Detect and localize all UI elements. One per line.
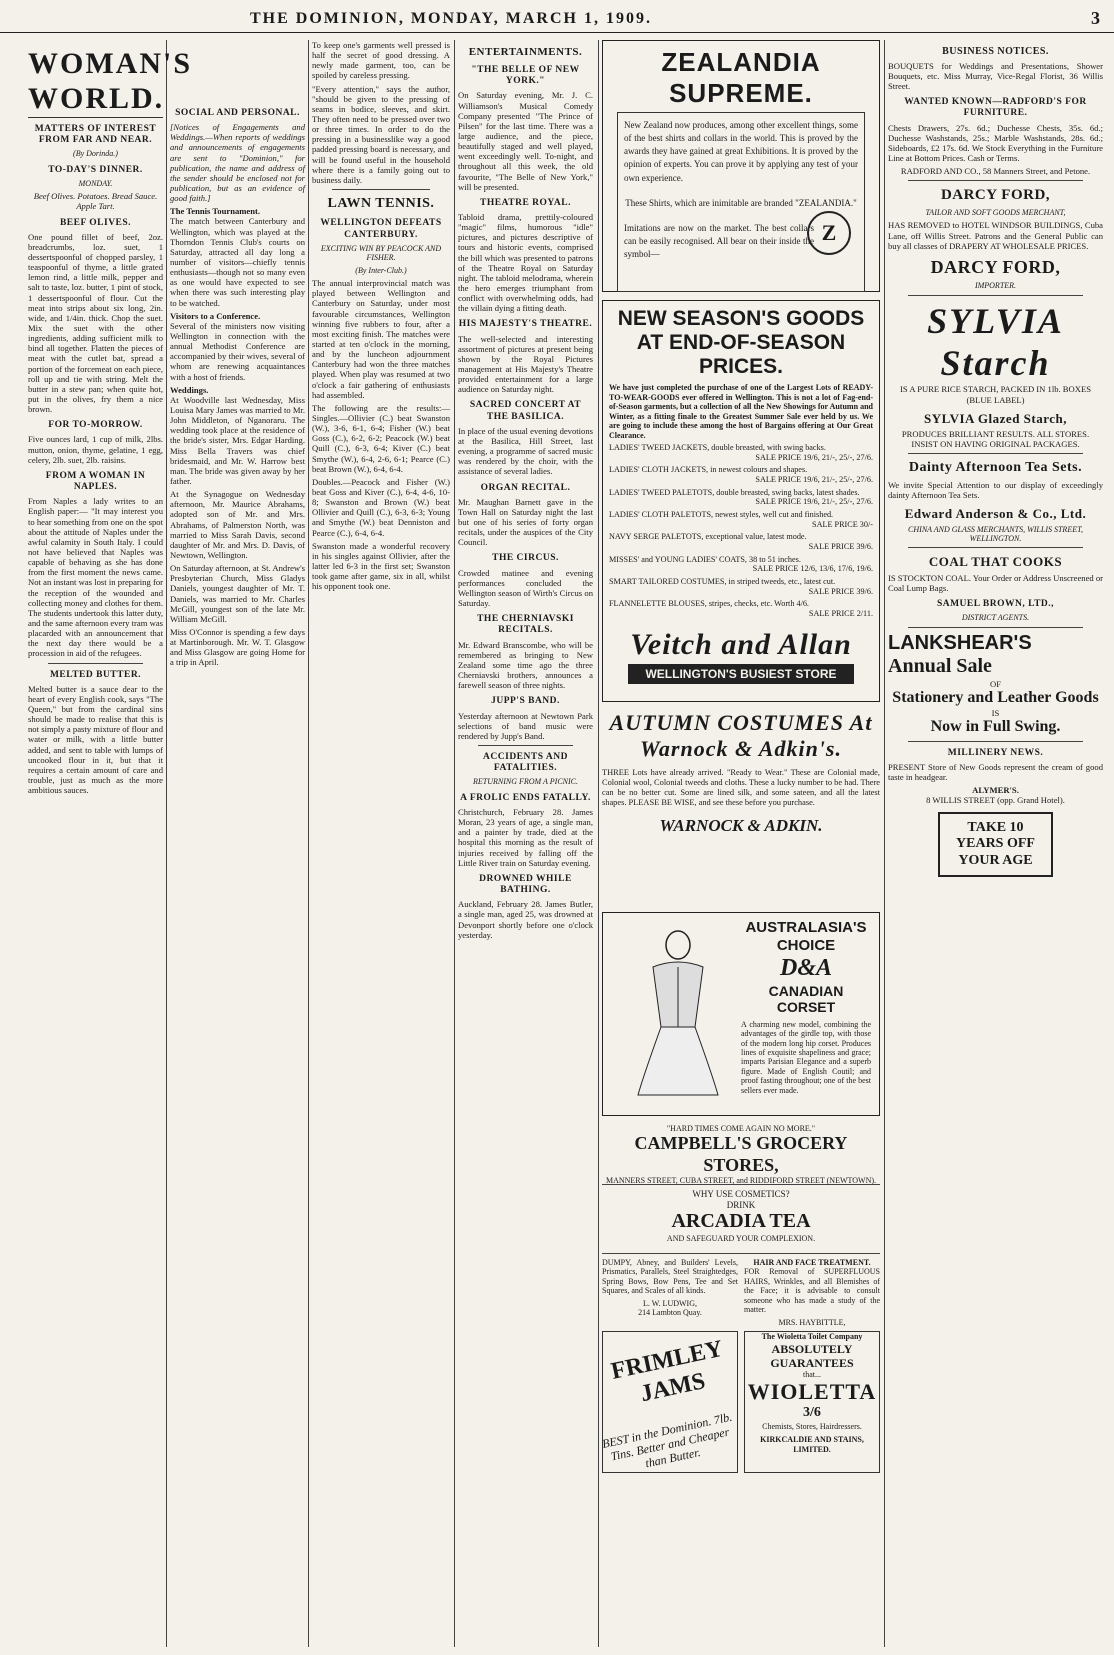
ad-text: These Shirts, which are inimitable are branded "ZEALANDIA." [625, 197, 857, 208]
ad-warnock [602, 710, 880, 906]
article-text: From Naples a lady writes to an English paper:— "It may interest you to hear something from one on the spot about the attitude of Naples under the awful calamity in South Italy. I could not have believed that Naples was capable of behaving as she has done from the first moment the news came. Not an instant was lost in preparing for the reception of the wounded and collecting money and clothes for them. The students undertook this latter duty, and the same afternoon every tram was placarded with an announcement that the next day there would be a procession in aid of the refugees. [28, 496, 163, 659]
price-list-item [609, 577, 873, 596]
heading: SOCIAL AND PERSONAL. [175, 108, 300, 118]
ad-title: NEW SEASON'S GOODS AT END-OF-SEASON PRICES. [617, 307, 865, 379]
price-list [609, 443, 873, 619]
heading: ORGAN RECITAL. [480, 482, 571, 493]
ad-name: L. W. LUDWIG, [643, 1298, 697, 1308]
item-name: LADIES' CLOTH JACKETS, in newest colours and shapes. [609, 465, 808, 475]
divider [908, 180, 1083, 181]
womans-world-banner: WOMAN'S WORLD. [28, 46, 163, 118]
ad-heading: HAIR AND FACE TREATMENT. [753, 1258, 871, 1267]
sylvia-starch-logo: SYLVIA Starch [927, 300, 1064, 384]
ad-text: New Zealand now produces, among other excellent things, some of the best shirts and collars in the world. This is proved by the awards they have gained at great Exhibitions. It is proved by the opinion of experts. You can prove it by applying any test of your own experience. [624, 120, 858, 183]
heading: THEATRE ROYAL. [480, 197, 571, 208]
article-text: At Woodville last Wednesday, Miss Louisa Mary James was married to Mr. John Middleton, of Nganoraru. The wedding took place at the residence of the bride's sister, Mrs. Edgar Harding. Miss Bella Travers was chief bridesmaid, and Mr. W. Harrow best man. The bride was given away by her father. [170, 394, 305, 486]
article-text: Mr. Edward Branscombe, who will be remembered as bringing to New Zealand some time ago the three Cherniavski brothers, announces a farewell season of three nights. [458, 639, 593, 691]
ad-arcadia [602, 1184, 880, 1254]
article-text: The match between Canterbury and Wellington, which was played at the Thorndon Tennis Club's courts on Saturday, attracted all day long a number of visitors—chiefly tennis enthusiasts—though not so many even as one would have expected to see when there was such interesting play to be watched. [170, 216, 305, 308]
ad-name: MRS. HAYBITTLE, [778, 1317, 846, 1327]
corset-illustration-icon [623, 927, 733, 1097]
subheading: Visitors to a Conference. [170, 310, 261, 321]
heading: SAMUEL BROWN, LTD., [936, 598, 1055, 609]
item-price: SALE PRICE 39/6. [808, 586, 873, 596]
divider [332, 189, 430, 190]
article-text: To keep one's garments well pressed is half the secret of good dressing. A newly made garment, too, can be spoiled by careless pressing. [312, 40, 450, 81]
lankshear-name: LANKSHEAR'S [888, 631, 1032, 654]
page-number: 3 [1091, 8, 1100, 28]
item-name: LADIES' CLOTH PALETOTS, newest styles, well cut and finished. [609, 510, 834, 520]
article-text: Crowded matinee and evening performances concluded the Wellington season of Wirth's Circus on Saturday. [458, 567, 593, 609]
ad-text: Chemists, Stores, Hairdressers. [762, 1421, 862, 1431]
heading: Now in Full Swing. [930, 717, 1061, 735]
ad-text: A charming new model, combining the advantages of the girdle top, with those of the modern long hip corset. Produces lines of exquisite shapeliness and grace; imparts Parisian Elegance and a superb figure. Made of English Coutil; and proof fasting throughout; one of the best sellers ever made. [741, 1019, 871, 1095]
notice-text: We invite Special Attention to our display of exceedingly dainty Afternoon Tea Sets. [888, 479, 1103, 501]
article-text: On Saturday afternoon, at St. Andrew's Presbyterian Church, Miss Gladys Daniels, youngest daughter of Mr. T. Daniels, was married to Mr. Charles McGill, youngest son of the late Mr. William McGill. [170, 563, 305, 624]
heading: Edward Anderson & Co., Ltd. [904, 506, 1087, 522]
article-text: Melted butter is a sauce dear to the heart of every English cook, says "The Queen," but from the cardinal sins should be made to realise that this is not simply a pasty mixture of flour and water or milk, with a little butter added, and sent to table with lumps of uncooked flour in it, but that it requires a certain amount of care and trouble, just as much as the more ambitious sauces. [28, 683, 163, 796]
subheading: CHINA AND GLASS MERCHANTS, WILLIS STREET, WELLINGTON. [908, 524, 1083, 543]
price-list-item [609, 599, 873, 618]
logo-subtitle: WELLINGTON'S BUSIEST STORE [628, 664, 854, 684]
column-rule [598, 40, 599, 1647]
ad-lead: DRINK [726, 1199, 756, 1210]
notice-text: [Notices of Engagements and Weddings.—When reports of weddings and announcements of engagements are sent to "Dominion," for publication, the name and address of the sender should be enclosed not for publication, but as an evidence of good faith.] [170, 122, 305, 204]
article-text: Swanston made a wonderful recovery in his singles against Ollivier, after the latter led 6-3 in the first set; Swanston took game after game, six in all, whilst his opponent took one. [312, 540, 450, 592]
column-rule [884, 40, 885, 1647]
zealandia-symbol-icon: Z [807, 211, 851, 255]
ad-text: We have just completed the purchase of one of the Largest Lots of READY-TO-WEAR-GOODS ever offered in Wellington. This is not a lot of Fag-end-of-Season garments, but a collection of all the New Showings for Autumn and Winter, as a fitting finale to the Greatest Summer Sale ever held by us. We are going to include these among the host of Bargains offering at Our Great Clearance. [609, 383, 873, 440]
ad-campbell [602, 1124, 880, 1184]
price-list-item [609, 488, 873, 507]
heading: THE CHERNIAVSKI RECITALS. [477, 614, 574, 636]
item-name: LADIES' TWEED JACKETS, double breasted, with swing backs. [609, 443, 826, 453]
article-text: One pound fillet of beef, 2oz. breadcrumbs, loz. suet, 1 dessertspoonful of chopped parsley, 1 teaspoonful of thyme, a little grated lemon rind, a little milk, pepper and salt to taste, loz. butter, 1 pint of stock, 1 dessertspoonful of flour. Cut the meat into strips about six long, 2in. wide, and 1/4in. thick. Chop the suet. Mix the suet with the other ingredients, adding sufficient milk to bind all together. Flatten the pieces of meat with the cutlet bat, spread a portion of the forcemeat on each piece, roll up and tie with string. Melt the butter in a stew pan; when quite hot, put in the olives, fry them a nice brown. [28, 231, 163, 415]
ad-name: CAMPBELL'S GROCERY STORES, [634, 1133, 848, 1175]
article-text: Mr. Maughan Barnett gave in the Town Hall on Saturday night the last but one of his series of forty organ recitals, under the auspices of the City Council. [458, 496, 593, 548]
item-name: MISSES' and YOUNG LADIES' COATS, 38 to 51 inches. [609, 554, 801, 564]
notice-text: IS A PURE RICE STARCH, PACKED IN 1lb. BOXES (BLUE LABEL) [900, 384, 1091, 405]
divider [908, 547, 1083, 548]
heading: JUPP'S BAND. [491, 696, 560, 707]
notice-text: BOUQUETS for Weddings and Presentations, Shower Bouquets, etc. Miss Murray, Vice-Regal Florist, 36 Willis Street. [888, 60, 1103, 92]
notice-text: HAS REMOVED to HOTEL WINDSOR BUILDINGS, Cuba Lane, off Willis Street. Patrons and the General Public can buy all classes of DRAPERY AT WHOLESALE PRICES. [888, 220, 1103, 251]
price-list-item [609, 465, 873, 484]
divider [48, 663, 143, 664]
notice-text: PRODUCES BRILLIANT RESULTS. ALL STORES. INSIST ON HAVING ORIGINAL PACKAGES. [901, 429, 1090, 450]
heading: DARCY FORD, [940, 187, 1051, 204]
article-text: Doubles.—Peacock and Fisher (W.) beat Goss and Kiver (C.), 6-4, 4-6, 10-8; Swanston and Brown (W.) beat Ollivier and Quill (C.), 6-3, 6-3; Young and Smythe (W.) beat Denniston and Pearce (C.), 6-4, 6-4. [312, 476, 450, 538]
ad-text: FOR Removal of SUPERFLUOUS HAIRS, Wrinkles, and all Blemishes of the Face; it is advisable to consult someone who has made a study of the matter. [744, 1267, 880, 1315]
heading: FROM A WOMAN IN NAPLES. [45, 470, 146, 493]
column-rule [454, 40, 455, 1647]
subheading: The Tennis Tournament. [170, 206, 261, 217]
item-price: SALE PRICE 19/6, 21/-, 25/-, 27/6. [755, 452, 873, 462]
article-text: The annual interprovincial match was played between Wellington and Canterbury on Saturday, under most favourable circumstances, Wellington winning five rubbers to four, after a most exciting finish. The matches were started at ten o'clock in the morning, and by the luncheon adjournment Canterbury had won the three matches played. When play was resumed at two o'clock a fair gathering of enthusiasts had assembled. [312, 278, 450, 400]
heading: A FROLIC ENDS FATALLY. [460, 792, 591, 803]
price-list-item [609, 443, 873, 462]
byline: (By Dorinda.) [73, 149, 118, 159]
subheading: TAILOR AND SOFT GOODS MERCHANT, [925, 208, 1066, 218]
item-price: SALE PRICE 30/- [812, 519, 873, 529]
notice-address: 8 WILLIS STREET (opp. Grand Hotel). [926, 795, 1065, 806]
ad-address: MANNERS STREET, CUBA STREET, and RIDDIFORD STREET (NEWTOWN). [605, 1175, 877, 1185]
item-price: SALE PRICE 19/6, 21/-, 25/-, 27/6. [755, 497, 873, 507]
heading: SYLVIA Glazed Starch, [923, 410, 1068, 426]
heading: ENTERTAINMENTS. [468, 46, 583, 58]
heading: SACRED CONCERT AT THE BASILICA. [469, 400, 582, 422]
column-entertainments [458, 40, 593, 1647]
heading: LAWN TENNIS. [327, 195, 435, 211]
notice-address: RADFORD AND CO., 58 Manners Street, and Petone. [900, 166, 1091, 177]
text: IS [991, 707, 1000, 718]
article-text: The well-selected and interesting assortment of pictures at present being shown by the Royal Pictures management at His Majesty's Theatre provided entertainment for a large audience on Saturday night. [458, 333, 593, 395]
ad-name: ARCADIA TEA [671, 1210, 811, 1233]
price-list-item [609, 555, 873, 574]
heading: "THE BELLE OF NEW YORK." [471, 64, 580, 87]
heading: BUSINESS NOTICES. [942, 46, 1049, 57]
ad-ludwig [602, 1258, 738, 1327]
veitch-allan-logo: Veitch and Allan [630, 627, 852, 661]
heading: THE CIRCUS. [492, 553, 559, 564]
ad-tag: AND SAFEGUARD YOUR COMPLEXION. [666, 1233, 816, 1243]
heading: WANTED KNOWN—RADFORD'S FOR FURNITURE. [904, 97, 1087, 119]
ad-text: that... [803, 1369, 821, 1379]
heading: MELTED BUTTER. [49, 669, 142, 680]
ad-title: ZEALANDIA SUPREME. [661, 47, 821, 108]
ad-footer: KIRKCALDIE AND STAINS, LIMITED. [760, 1435, 864, 1454]
ad-season-goods [602, 300, 880, 702]
column-rule [166, 40, 167, 1647]
item-name: SMART TAILORED COSTUMES, in striped tweeds, etc., latest cut. [609, 577, 836, 587]
ad-hair [744, 1258, 880, 1327]
notice-text: IS STOCKTON COAL. Your Order or Address Unscreened or Coal Lump Bags. [888, 572, 1103, 593]
item-name: FLANNELETTE BLOUSES, stripes, checks, etc. Worth 4/6. [609, 599, 809, 609]
subheading: RETURNING FROM A PICNIC. [472, 777, 579, 787]
ad-wioletta [744, 1331, 880, 1473]
ad-tag: BEST in the Dominion. 7lb. Tins. Better and Cheaper than Butter. [600, 1409, 734, 1471]
article-text: Miss O'Connor is spending a few days at Martinborough. Mr. W. T. Glasgow and Miss Glasgow are going Home for a trip in April. [170, 626, 305, 668]
price-list-item [609, 532, 873, 551]
item-name: LADIES' TWEED PALETOTS, double breasted, swing backs, latest shades. [609, 487, 860, 497]
heading: MONDAY. [78, 178, 113, 188]
divider [478, 745, 573, 746]
divider [908, 741, 1083, 742]
ad-corset [602, 912, 880, 1116]
brand-logo: D&A [779, 955, 832, 982]
ad-text: Imitations are now on the market. The best collars can be easily recognised. All bear on their inside the symbol— [624, 222, 814, 259]
ad-title: AUSTRALASIA'S CHOICE [745, 919, 867, 954]
divider [908, 627, 1083, 628]
heading: DROWNED WHILE BATHING. [479, 873, 572, 896]
heading: WELLINGTON DEFEATS CANTERBURY. [320, 218, 442, 240]
article-text: On Saturday evening, Mr. J. C. Williamson's Musical Comedy Company presented "The Prince of Pilsen" for the last time. There was a large audience, and the piece, beautifully staged and well played, went exceedingly well. To-night, and throughout all this week, the old favourite, "The Belle of New York," will be presented. [458, 90, 593, 192]
heading: COAL THAT COOKS [928, 554, 1063, 570]
ad-name: WIOLETTA [747, 1379, 877, 1405]
article-text: At the Synagogue on Wednesday afternoon, Mr. Maurice Abrahams, adopted son of Mr. and Mrs. Abrahams, of Palmerston North, was married to Miss Sarah Davis, second daughter of Mr. and Mrs. D. Davis, of Newtown, Wellington. [170, 489, 305, 560]
section-subtitle: MATTERS OF INTEREST FROM FAR AND NEAR. [34, 123, 157, 145]
heading: HIS MAJESTY'S THEATRE. [458, 319, 593, 330]
ad-text: DUMPY, Abney, and Builders' Levels, Prismatics, Parallels, Steel Straightedges, Spring Bows, Bow Pens, Tee and Set Squares, and Scales of all kinds. [602, 1258, 738, 1296]
ad-text: THREE Lots have already arrived. "Ready to Wear." These are Colonial made, Colonial wool, Colonial tweeds and cloths. These a lucky number to be had. There can be no better cut. Some are lined silk, and some sateen, and all the latest shapes. PLEASE BE WISE, and see these before you purchase. [602, 767, 880, 807]
article-text: Auckland, February 28. James Butler, a single man, aged 25, was drowned at Devonport shortly before one o'clock yesterday. [458, 899, 593, 940]
item-price: SALE PRICE 2/11. [808, 609, 873, 619]
item-name: NAVY SERGE PALETOTS, exceptional value, latest mode. [609, 532, 807, 542]
heading: TO-DAY'S DINNER. [48, 164, 143, 175]
heading: Stationery and Leather Goods [892, 688, 1099, 706]
ad-name: CANADIAN CORSET [768, 982, 844, 1016]
article-text: In place of the usual evening devotions at the Basilica, Hill Street, last evening, a programme of sacred music was rendered by the choir, with the assistance of several ladies. [458, 425, 593, 477]
article-text: Christchurch, February 28. James Moran, 23 years of age, a single man, and a painter by trade, died at the hospital this morning as the result of injuries received by falling off the Little River train on Saturday evening. [458, 807, 593, 868]
notice-text: PRESENT Store of New Goods represent the cream of good taste in headgear. [888, 762, 1103, 783]
subheading: DISTRICT AGENTS. [961, 613, 1030, 623]
ad-name: WARNOCK & ADKIN. [659, 815, 823, 835]
subheading: Weddings. [170, 384, 209, 395]
heading: ACCIDENTS AND FATALITIES. [483, 751, 568, 774]
ad-title: AUTUMN COSTUMES At Warnock & Adkin's. [609, 710, 873, 761]
ad-address: 214 Lambton Quay. [638, 1308, 702, 1318]
price-list-item [609, 510, 873, 529]
subheading: IMPORTER. [974, 281, 1017, 291]
ad-quote: "HARD TIMES COME AGAIN NO MORE." [666, 1124, 816, 1133]
ad-lead: WHY USE COSMETICS? [692, 1189, 790, 1199]
item-price: SALE PRICE 19/6, 21/-, 25/-, 27/6. [755, 475, 873, 485]
column-business-notices [888, 40, 1103, 1647]
divider [908, 295, 1083, 296]
article-text: The following are the results:— Singles.—Ollivier (C.) beat Swanston (W.), 3-6, 6-1, 6-4; Fisher (W.) beat Goss (C.), 6-2, 6-2; Peacock (W.) beat Quill (C.), 6-3, 6-4; Kiver (C.) beat Smythe (W.), 6-4, 2-6, 6-1; Pearce (C.) beat Brown (W.), 6-4, 6-4. [312, 402, 450, 474]
item-price: SALE PRICE 39/6. [808, 542, 873, 552]
ad-name: FRIMLEY JAMS [608, 1335, 726, 1408]
heading: Dainty Afternoon Tea Sets. [908, 460, 1083, 476]
column-advertisements [602, 40, 880, 1647]
ad-frimley [602, 1331, 738, 1473]
column-dress-tennis [312, 40, 450, 1647]
heading: DARCY FORD, [930, 256, 1061, 277]
heading: FOR TO-MORROW. [48, 420, 143, 431]
notice-text: Chests Drawers, 27s. 6d.; Duchesse Chests, 35s. 6d.; Duchesse Washstands, 25s.; Marble Washstands, 28s. 6d.; Sideboards, £2 17s. 6d. We Stock Everything in the Furniture Line at Bottom Prices. Cash or Terms. [888, 122, 1103, 164]
divider [908, 453, 1083, 454]
article-text: Several of the ministers now visiting Wellington in connection with the annual Methodist Conference are accompanied by their wives, several of whom are renewing acquaintances with a host of friends. [170, 320, 305, 382]
masthead-title: THE DOMINION, MONDAY, MARCH 1, 1909. [250, 10, 652, 27]
text: OF [990, 678, 1001, 689]
byline: (By Inter-Club.) [355, 265, 407, 275]
age-ad: TAKE 10 YEARS OFF YOUR AGE [938, 812, 1053, 878]
column-rule [308, 40, 309, 1647]
ad-maker: The Wioletta Toilet Company [761, 1332, 863, 1342]
article-text: Tabloid drama, prettily-coloured "magic" films, humorous "idle" pictures, and pictures descriptive of tours and historic events, comprised the bill which was presented to patrons of the Theatre Royal on Saturday night. The tabloid melodrama, wherein the hero emerges triumphant from conflict with overwhelming odds, had the villain dying a fitting death. [458, 211, 593, 314]
column-social [170, 102, 305, 1647]
heading: BEEF OLIVES. [59, 217, 132, 228]
heading: MILLINERY NEWS. [947, 747, 1044, 758]
heading: Annual Sale [888, 655, 992, 678]
article-text: "Every attention," says the author, "should be given to the pressing of seams in bodice, sleeves, and skirt. They often need to be pressed over two or three times. In order to do the pressing in a businesslike way a good padded pressing board is necessary, and will be found useful in the household where there is a family going out to business daily. [312, 83, 450, 185]
item-price: SALE PRICE 12/6, 13/6, 17/6, 19/6. [752, 564, 873, 574]
masthead [0, 6, 1114, 33]
article-text: Yesterday afternoon at Newtown Park selections of band music were rendered by Jupp's Band. [458, 710, 593, 741]
menu: Beef Olives. Potatoes. Bread Sauce. Apple Tart. [33, 191, 158, 212]
article-text: Five ounces lard, 1 cup of milk, 2lbs. mutton, onion, thyme, gelatine, 1 egg, celery, 2lb. suet, 2lb. raisins. [28, 434, 163, 465]
ad-zealandia [602, 40, 880, 292]
notice-name: ALYMER'S. [972, 785, 1019, 796]
ad-guarantee: ABSOLUTELY GUARANTEES [770, 1341, 854, 1370]
subheading: EXCITING WIN BY PEACOCK AND FISHER. [320, 243, 442, 263]
ad-price: 3/6 [803, 1405, 821, 1421]
